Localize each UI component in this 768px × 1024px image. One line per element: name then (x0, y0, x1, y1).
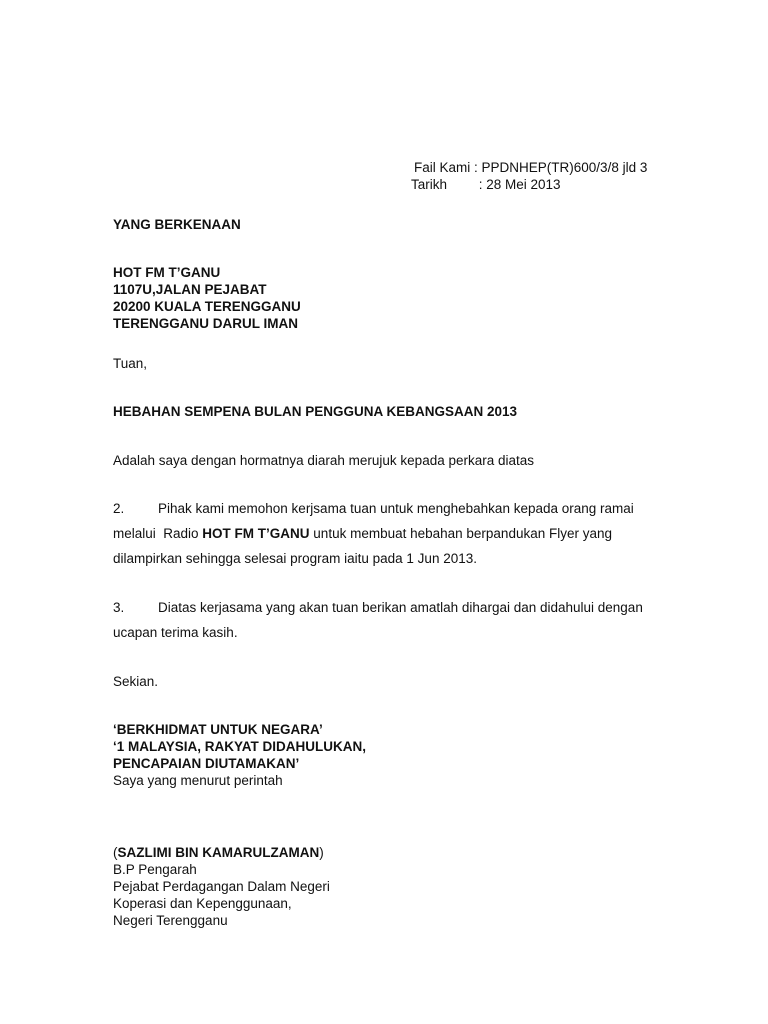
signature-block (113, 844, 330, 929)
close-paren: ) (319, 845, 324, 860)
paragraph-2-line-2 (113, 525, 612, 542)
reference-file-line (414, 159, 647, 176)
paragraph-3-line-1 (113, 599, 643, 616)
paragraph-number: 2. (113, 501, 125, 516)
opening-paragraph: Adalah saya dengan hormatnya diarah merujuk kepada perkara diatas (113, 453, 535, 468)
file-label: Fail Kami (414, 160, 471, 175)
closing-word: Sekian. (113, 674, 159, 689)
motto-line: Saya yang menurut perintah (113, 773, 283, 788)
paragraph-text: untuk membuat hebahan berpandukan Flyer yang (309, 526, 612, 541)
radio-name: HOT FM T’GANU (202, 526, 310, 541)
signatory-name: SAZLIMI BIN KAMARULZAMAN (117, 845, 320, 860)
paragraph-text: Pihak kami memohon kerjsama tuan untuk menghebahkan kepada orang ramai (158, 501, 634, 516)
motto-line: PENCAPAIAN DIUTAMAKAN’ (113, 756, 300, 771)
signatory-name-line (113, 844, 330, 861)
addressee-line: 20200 KUALA TERENGGANU (113, 299, 301, 314)
open-paren: ( (113, 845, 118, 860)
date-value: : 28 Mei 2013 (478, 177, 561, 192)
paragraph-number: 3. (113, 600, 125, 615)
reference-date-line (411, 176, 561, 193)
paragraph-text: Diatas kerjasama yang akan tuan berikan amatlah dihargai dan didahului dengan (158, 600, 643, 615)
paragraph-2-line-1 (113, 500, 634, 517)
paragraph-2-line-3: dilampirkan sehingga selesai program iaitu pada 1 Jun 2013. (113, 551, 477, 566)
motto-line: ‘BERKHIDMAT UNTUK NEGARA’ (113, 722, 323, 737)
org-line: Koperasi dan Kepenggunaan, (113, 896, 292, 911)
addressee-block (113, 264, 301, 332)
motto-line: ‘1 MALAYSIA, RAKYAT DIDAHULUKAN, (113, 739, 367, 754)
addressee-line: HOT FM T’GANU (113, 265, 221, 280)
file-value: : PPDNHEP(TR)600/3/8 jld 3 (474, 160, 648, 175)
paragraph-text: melalui Radio (113, 526, 203, 541)
signatory-title: B.P Pengarah (113, 862, 197, 877)
org-line: Pejabat Perdagangan Dalam Negeri (113, 879, 330, 894)
addressee-line: TERENGGANU DARUL IMAN (113, 316, 298, 331)
subject-line: HEBAHAN SEMPENA BULAN PENGGUNA KEBANGSAAN 2013 (113, 404, 518, 419)
motto-block (113, 721, 366, 789)
date-label: Tarikh (411, 177, 448, 192)
paragraph-3-line-2: ucapan terima kasih. (113, 625, 238, 640)
org-line: Negeri Terengganu (113, 913, 228, 928)
addressee-line: 1107U,JALAN PEJABAT (113, 282, 267, 297)
salutation-header: YANG BERKENAAN (113, 217, 241, 232)
greeting: Tuan, (113, 356, 148, 371)
